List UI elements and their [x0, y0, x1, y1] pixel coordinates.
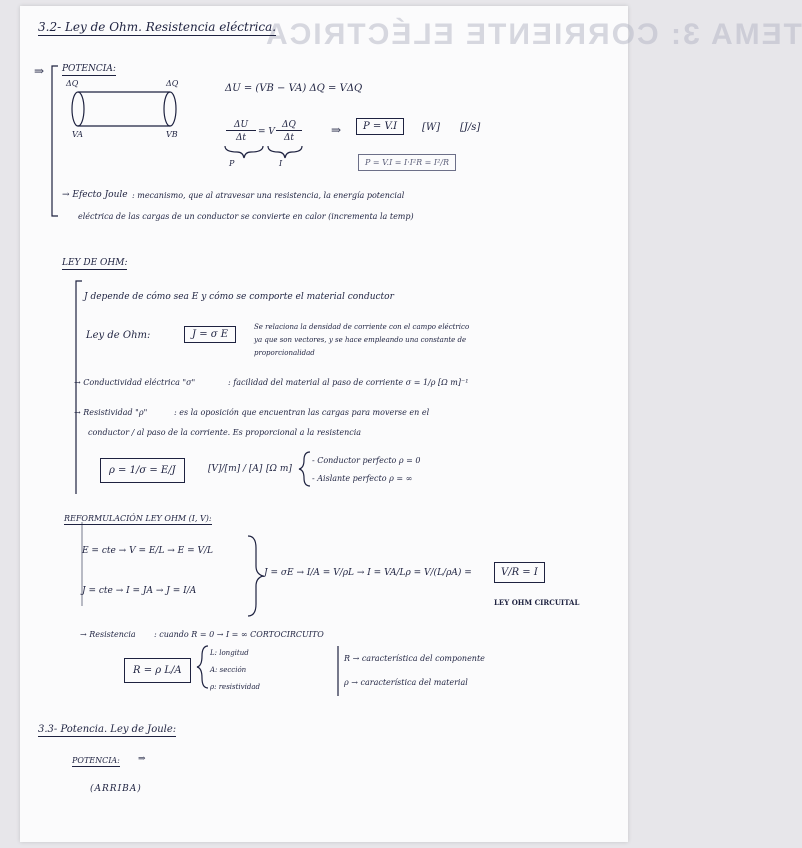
- resistance-formula-box: R = ρ L/A: [124, 658, 191, 683]
- cyl-vb: VB: [166, 130, 178, 139]
- big-implies-arrow: ⇒: [331, 123, 342, 137]
- bleed-through-title: TEMA 3: CORRIENTE ELÉCTRICA: [264, 18, 802, 51]
- cyl-dq-left: ΔQ: [66, 79, 79, 88]
- resistencia-text: : cuando R = 0 → I = ∞ CORTOCIRCUITO: [154, 630, 324, 639]
- ohm-law-desc-3: proporcionalidad: [254, 349, 315, 357]
- resistividad-text-1: : es la oposición que encuentran las cargas para moverse en el: [174, 408, 430, 417]
- ohm-law-box: J = σ E: [184, 326, 236, 343]
- power-formula-box: P = V.I: [356, 118, 404, 135]
- conductividad-label: → Conductividad eléctrica "σ": [74, 378, 196, 387]
- ohm-law-desc-2: ya que son vectores, y se hace empleando una constante de: [254, 336, 467, 344]
- unit-watt: [W]: [422, 122, 441, 133]
- reform-heading: REFORMULACIÓN LEY OHM (I, V):: [64, 514, 212, 523]
- reform-row-e: E = cte → V = E/L → E = V/L: [82, 546, 214, 556]
- deriv-lhs-den: Δt: [235, 133, 247, 143]
- potencia-label: POTENCIA:: [62, 64, 116, 74]
- rho-note-aislante: - Aislante perfecto ρ = ∞: [312, 474, 413, 483]
- resistividad-label: → Resistividad "ρ": [74, 408, 148, 417]
- resistividad-text-2: conductor / al paso de la corriente. Es proporcional a la resistencia: [88, 428, 362, 437]
- eq-delta-u: ΔU = (VB − VA) ΔQ = VΔQ: [225, 83, 363, 94]
- rho-unit-ohm-m: [Ω m]: [266, 464, 292, 474]
- potencia-3-3-note: (ARRIBA): [90, 784, 142, 794]
- rho-units-fraction: [V]/[m] / [A]: [208, 464, 263, 474]
- joule-effect-label: → Efecto Joule: [62, 190, 128, 200]
- notebook-page: [20, 6, 802, 842]
- brace-label-p: P: [229, 159, 235, 168]
- resist-note-rho: ρ → característica del material: [344, 678, 468, 687]
- deriv-lhs-num: ΔU: [226, 120, 256, 131]
- joule-effect-text-2: eléctrica de las cargas de un conductor se convierte en calor (incrementa la temp): [78, 212, 414, 221]
- conductividad-text: : facilidad del material al paso de corriente σ = 1/ρ [Ω m]⁻¹: [228, 378, 469, 387]
- resist-note-r: R → característica del componente: [344, 654, 485, 663]
- ley-ohm-heading: LEY DE OHM:: [62, 258, 128, 268]
- potencia-3-3-label: POTENCIA:: [72, 756, 120, 765]
- section-heading-3-3: 3.3- Potencia. Ley de Joule:: [38, 724, 177, 735]
- resist-list-a: A: sección: [210, 666, 247, 674]
- implies-arrow: ⇒: [34, 64, 45, 78]
- reform-chain: J = σE → I/A = V/ρL → I = VA/Lρ = V/(L/ρA) =: [264, 568, 472, 578]
- cyl-va: VA: [72, 130, 84, 139]
- brace-label-i: I: [279, 159, 283, 168]
- handdrawn-strokes: [20, 6, 628, 842]
- section-heading-3-2: 3.2- Ley de Ohm. Resistencia eléctrica.: [38, 20, 277, 34]
- deriv-eq: = V: [258, 127, 275, 137]
- power-alt-formula-box: P = V.I = I·I²R = I²/R: [358, 154, 456, 171]
- unit-joule-per-second: [J/s]: [460, 122, 481, 133]
- deriv-rhs-num: ΔQ: [276, 120, 302, 131]
- ohm-circuit-caption: LEY OHM CIRCUITAL: [494, 598, 580, 607]
- ohm-law-label: Ley de Ohm:: [86, 330, 151, 341]
- deriv-rhs-den: Δt: [283, 133, 295, 143]
- reform-row-j: J = cte → I = JA → J = I/A: [82, 586, 197, 596]
- rho-note-conductor: - Conductor perfecto ρ = 0: [312, 456, 421, 465]
- cyl-dq-right: ΔQ: [166, 79, 179, 88]
- resist-list-l: L: longitud: [210, 649, 249, 657]
- potencia-3-3-arrow: ⇒: [138, 754, 146, 764]
- ohm-law-desc-1: Se relaciona la densidad de corriente con el campo eléctrico: [254, 323, 470, 331]
- rho-formula-box: ρ = 1/σ = E/J: [100, 458, 185, 483]
- ohm-line-1: J depende de cómo sea E y cómo se comporte el material conductor: [84, 292, 394, 302]
- resist-list-rho: ρ: resistividad: [210, 683, 260, 691]
- joule-effect-text-1: : mecanismo, que al atravesar una resistencia, la energía potencial: [132, 191, 405, 200]
- resistencia-label: → Resistencia: [80, 630, 136, 639]
- ohm-circuit-box: V/R = I: [494, 562, 545, 583]
